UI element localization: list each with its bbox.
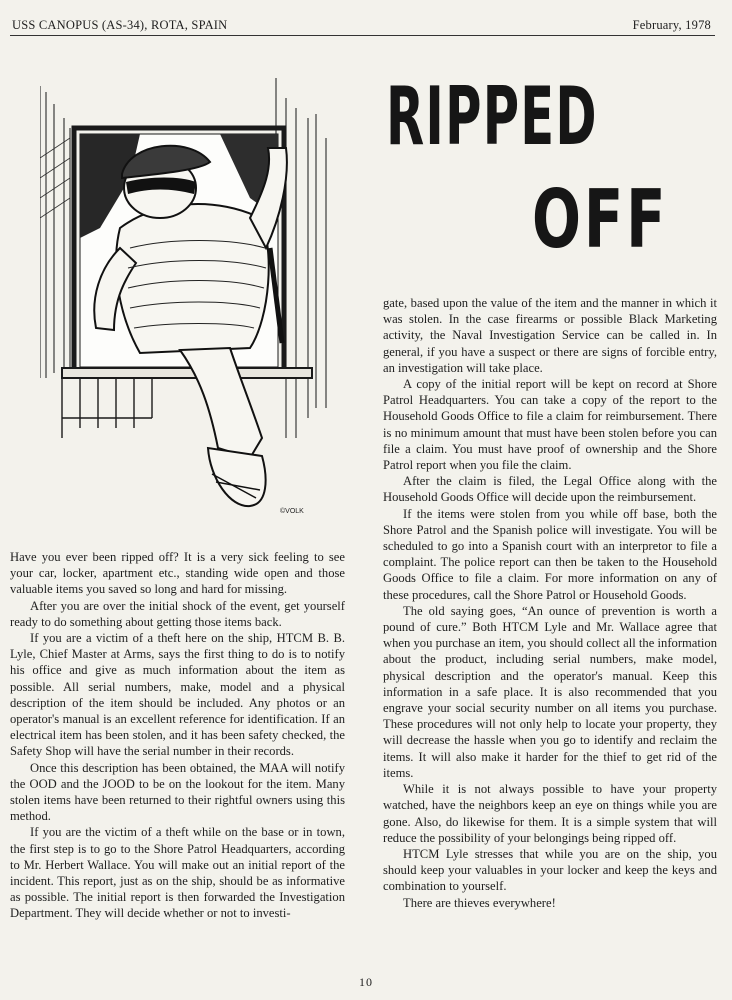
paragraph: The old saying goes, “An ounce of prevention is worth a pound of cure.” Both HTCM Lyle and Mr. Wallace agree that when you purchase an item, you should collect all the information about the product, including serial numbers, make model, physical description and the operator's manual. Keep this information in a safe place. It is also recommended that you engrave your social security number on all items you purchase. These procedures will not only help to locate your property, they will decrease the hassle when you go to identify and reclaim the items. It will also make it harder for the thief to get rid of the items. bbox=[383, 603, 717, 780]
paragraph: There are thieves everywhere! bbox=[403, 895, 556, 910]
article-left-column bbox=[10, 549, 345, 922]
paragraph: After you are over the initial shock of the event, get yourself ready to do something about getting those items back. bbox=[10, 598, 345, 629]
artist-signature: ©VOLK bbox=[280, 508, 304, 515]
paragraph: Once this description has been obtained, the MAA will notify the OOD and the JOOD to be on the lookout for the item. Many stolen items have been returned to their rightful owners using this method. bbox=[10, 760, 345, 824]
running-header bbox=[10, 17, 715, 36]
article-headline bbox=[382, 70, 722, 293]
headline-line-1: RIPPED bbox=[386, 70, 598, 163]
paragraph: If you are a victim of a theft here on the ship, HTCM B. B. Lyle, Chief Master at Arms, says the first thing to do is to notify his office and give as much information about the item as possible. All serial numbers, make, model and a physical description of the item should be included. Any photos or an operator's manual is an excellent reference for identification. If an electrical item has been stolen, and it has been safety checked, the Safety Shop will have the serial number in their records. bbox=[10, 631, 345, 759]
burglar-illustration bbox=[40, 78, 340, 528]
paragraph: A copy of the initial report will be kept on record at Shore Patrol Headquarters. You can take a copy of the report to the Household Goods Office to file a claim for reimbursement. There is no minimum amount that must have been stolen before you can file a claim. You must have proof of ownership and the Shore Patrol report when you file the claim. bbox=[383, 377, 717, 473]
headline-line-2: OFF bbox=[532, 173, 669, 266]
paragraph: If the items were stolen from you while off base, both the Shore Patrol and the Spanish police will investigate. You will be scheduled to go into a Spanish court with an interpretor to file a complaint. The police report can then be taken to the Household Goods Office to file a claim. For more information on any of these procedures, call the Shore Patrol or Household Goods. bbox=[383, 506, 717, 602]
publication-name: USS CANOPUS (AS-34), ROTA, SPAIN bbox=[12, 18, 228, 32]
issue-date: February, 1978 bbox=[632, 18, 711, 32]
paragraph: gate, based upon the value of the item and the manner in which it was stolen. In the case firearms or possible Black Marketing activity, the Naval Investigation Service can be called in. In general, if you have a suspect or there are signs of forcible entry, an investigation will take place. bbox=[383, 296, 717, 375]
article-right-column bbox=[383, 295, 717, 911]
paragraph: If you are the victim of a theft while on the base or in town, the first step is to go to the Shore Patrol Headquarters, according to Mr. Herbert Wallace. You will make out an initial report of the incident. This report, just as on the ship, should be as informative as possible. The initial report is then forwarded the Investigation Department. They will decide whether or not to investi- bbox=[10, 825, 345, 921]
paragraph: While it is not always possible to have your property watched, have the neighbors keep an eye on things while you are gone. Also, do likewise for them. It is a simple system that will reduce the possibility of your belongings being ripped off. bbox=[383, 782, 717, 845]
paragraph: HTCM Lyle stresses that while you are on the ship, you should keep your valuables in your locker and keep the keys and combination to yourself. bbox=[383, 846, 717, 894]
page-number: 10 bbox=[359, 975, 373, 989]
paragraph: Have you ever been ripped off? It is a very sick feeling to see your car, locker, apartment etc., standing wide open and those valuable items you saved so long and hard for missing. bbox=[10, 550, 345, 597]
paragraph: After the claim is filed, the Legal Office along with the Household Goods Office will decide upon the reimbursement. bbox=[383, 474, 717, 505]
